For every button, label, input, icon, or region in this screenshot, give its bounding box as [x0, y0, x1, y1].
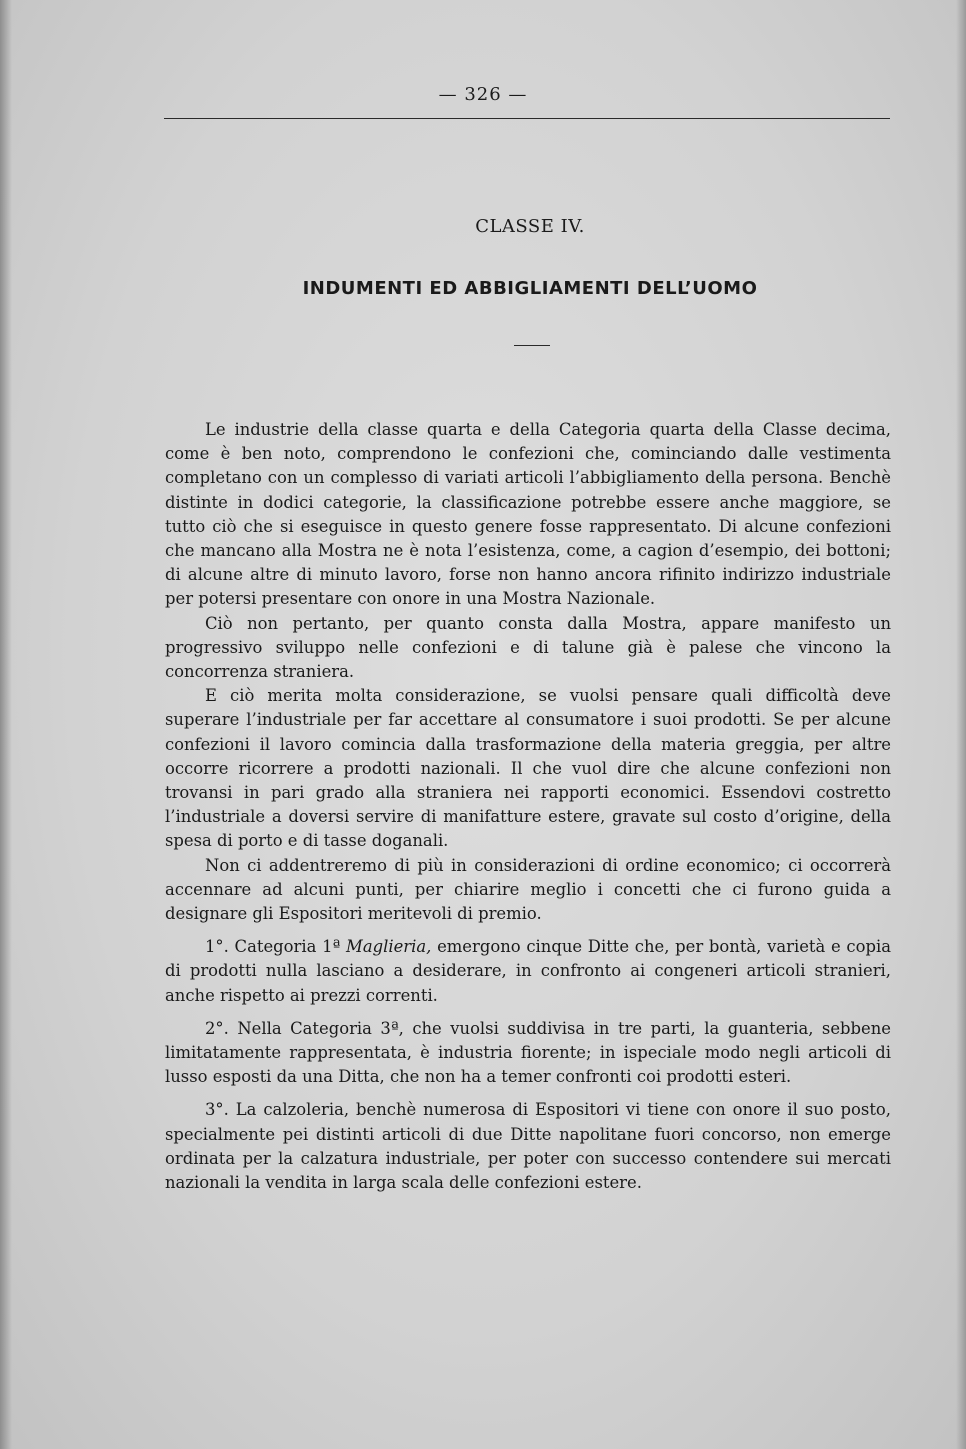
body-text [165, 418, 891, 1195]
title-divider [514, 345, 550, 346]
item-text: 2°. Nella Categoria 3ª, che vuolsi suddivisa in tre parti, la guanteria, sebbene limitatamente rappresentata, è industria fiorente; in ispeciale modo negli articoli di lusso esposti da una Ditta, che non ha a temer confronti coi prodotti esteri. [165, 1018, 891, 1087]
item-italic-term: Maglieria, [346, 937, 432, 957]
numbered-item [165, 1098, 891, 1195]
page-number: — 326 — [438, 84, 528, 105]
section-title: INDUMENTI ED ABBIGLIAMENTI DELL’UOMO [302, 278, 758, 299]
paragraph: Ciò non pertanto, per quanto consta dalla Mostra, appare manifesto un progressivo sviluppo nelle confezioni e di talune già è palese che vincono la concorrenza straniera. [165, 613, 891, 682]
paragraph: E ciò merita molta considerazione, se vuolsi pensare quali difficoltà deve superare l’industriale per far accettare al consumatore i suoi prodotti. Se per alcune confezioni il lavoro comincia dalla trasformazione della materia greggia, per altre occorre ricorrere a prodotti nazionali. Il che vuol dire che alcune confezioni non trovansi in pari grado alla straniera nei rapporti economici. Essendovi costretto l’industriale a doversi servire di manifatture estere, gravate sul costo d’origine, della spesa di porto e di tasse doganali. [165, 686, 891, 851]
item-lead: 1°. Categoria 1ª [205, 937, 347, 957]
class-label: CLASSE IV. [475, 216, 585, 237]
item-text: 3°. La calzoleria, benchè numerosa di Espositori vi tiene con onore il suo posto, specialmente pei distinti articoli di due Ditte napolitane fuori concorso, non emerge ordinata per la calzatura industriale, per poter con successo contendere sui mercati nazionali la vendita in larga scala delle confezioni estere. [165, 1100, 891, 1193]
header-rule [164, 118, 890, 119]
item-text: emergono cinque Ditte che, per bontà, varietà e copia di prodotti nulla lasciano a desiderare, in confronto ai congeneri articoli stranieri, anche rispetto ai prezzi correnti. [165, 937, 891, 1005]
paragraph: Le industrie della classe quarta e della Categoria quarta della Classe decima, come è ben noto, comprendono le confezioni che, cominciando dalle vestimenta completano con un complesso di variati articoli l’abbigliamento della persona. Benchè distinte in dodici categorie, la classificazione potrebbe essere anche maggiore, se tutto ciò che si eseguisce in questo genere fosse rappresentato. Di alcune confezioni che mancano alla Mostra ne è nota l’esistenza, come, a cagion d’esempio, dei bottoni; di alcune altre di minuto lavoro, forse non hanno ancora rifinito indirizzo industriale per potersi presentare con onore in una Mostra Nazionale. [165, 420, 891, 609]
numbered-item [165, 935, 891, 1008]
numbered-item [165, 1017, 891, 1090]
paragraph: Non ci addentreremo di più in considerazioni di ordine economico; ci occorrerà accennare ad alcuni punti, per chiarire meglio i concetti che ci furono guida a designare gli Espositori meritevoli di premio. [165, 855, 891, 924]
